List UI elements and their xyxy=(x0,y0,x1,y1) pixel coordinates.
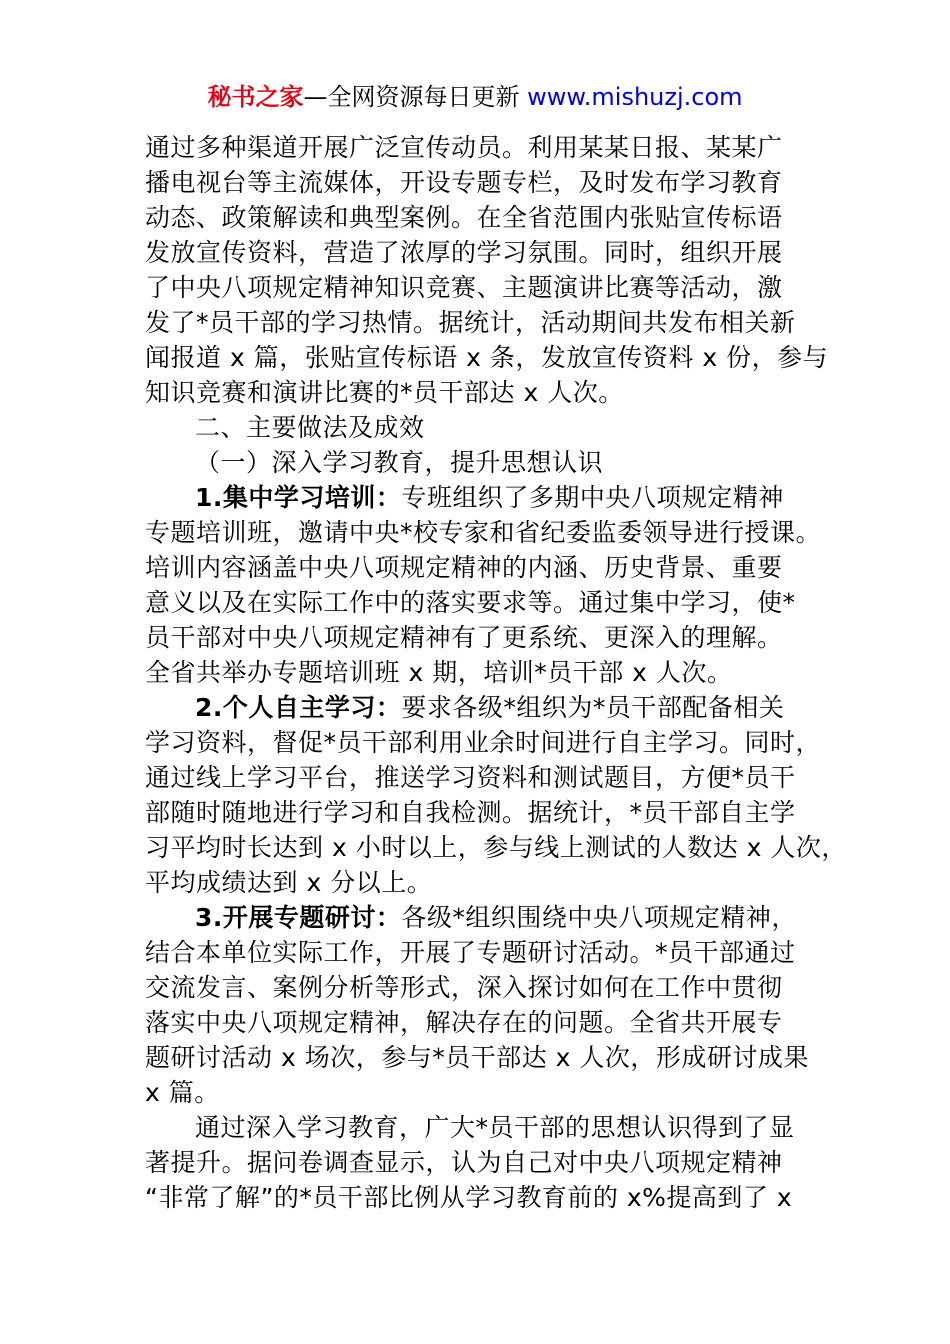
line-text: x 篇。 xyxy=(145,1078,220,1107)
line-text: 闻报道 x 篇，张贴宣传标语 x 条，发放宣传资料 x 份，参与 xyxy=(145,343,829,372)
line-text: 员干部对中央八项规定精神有了更系统、更深入的理解。 xyxy=(145,623,783,652)
document-line xyxy=(145,1040,835,1075)
document-line xyxy=(145,725,835,760)
document-line xyxy=(145,1180,835,1215)
document-body xyxy=(145,130,847,1215)
line-text: 意义以及在实际工作中的落实要求等。通过集中学习，使* xyxy=(145,588,796,617)
document-line xyxy=(145,550,835,585)
line-text: 通过线上学习平台，推送学习资料和测试题目，方便*员干 xyxy=(145,763,796,792)
site-url-link[interactable]: www.mishuzj.com xyxy=(527,83,743,111)
section-lead: 1.集中学习培训： xyxy=(195,483,402,512)
line-text: 习平均时长达到 x 小时以上，参与线上测试的人数达 x 人次， xyxy=(145,833,847,862)
document-line xyxy=(145,1005,835,1040)
line-text: 学习资料，督促*员干部利用业余时间进行自主学习。同时， xyxy=(145,728,822,757)
document-line xyxy=(145,620,835,655)
document-line xyxy=(145,1145,835,1180)
line-text: （一）深入学习教育，提升思想认识 xyxy=(195,448,604,477)
document-line xyxy=(145,760,835,795)
document-line xyxy=(145,235,835,270)
document-line xyxy=(145,585,835,620)
document-line xyxy=(145,830,847,865)
line-text: 发了*员干部的学习热情。据统计，活动期间共发布相关新 xyxy=(145,308,796,337)
section-lead: 2.个人自主学习： xyxy=(195,693,402,722)
document-line xyxy=(145,375,835,410)
site-header xyxy=(0,80,950,114)
document-line xyxy=(145,900,835,935)
line-text: 平均成绩达到 x 分以上。 xyxy=(145,868,433,897)
line-text: 动态、政策解读和典型案例。在全省范围内张贴宣传标语 xyxy=(145,203,783,232)
document-line xyxy=(145,445,835,480)
line-text: 著提升。据问卷调查显示，认为自己对中央八项规定精神 xyxy=(145,1148,783,1177)
line-text: 播电视台等主流媒体，开设专题专栏，及时发布学习教育 xyxy=(145,168,783,197)
line-text: 二、主要做法及成效 xyxy=(195,413,425,442)
site-tagline: —全网资源每日更新 xyxy=(303,83,528,111)
line-text: 培训内容涵盖中央八项规定精神的内涵、历史背景、重要 xyxy=(145,553,783,582)
document-line xyxy=(145,1075,835,1110)
line-text: 结合本单位实际工作，开展了专题研讨活动。*员干部通过 xyxy=(145,938,796,967)
document-line xyxy=(145,865,835,900)
line-text: “非常了解”的*员干部比例从学习教育前的 x%提高到了 x xyxy=(145,1183,793,1212)
line-text: 落实中央八项规定精神，解决存在的问题。全省共开展专 xyxy=(145,1008,783,1037)
line-text: 通过多种渠道开展广泛宣传动员。利用某某日报、某某广 xyxy=(145,133,783,162)
line-text: 发放宣传资料，营造了浓厚的学习氛围。同时，组织开展 xyxy=(145,238,783,267)
line-text: 部随时随地进行学习和自我检测。据统计，*员干部自主学 xyxy=(145,798,796,827)
document-line xyxy=(145,340,835,375)
document-line xyxy=(145,410,835,445)
line-text: 了中央八项规定精神知识竞赛、主题演讲比赛等活动，激 xyxy=(145,273,783,302)
document-line xyxy=(145,515,835,550)
document-line xyxy=(145,130,835,165)
line-text: 要求各级*组织为*员干部配备相关 xyxy=(401,693,785,722)
line-text: 题研讨活动 x 场次，参与*员干部达 x 人次，形成研讨成果 xyxy=(145,1043,809,1072)
document-line xyxy=(145,480,835,515)
line-text: 各级*组织围绕中央八项规定精神， xyxy=(401,903,797,932)
document-line xyxy=(145,935,835,970)
line-text: 专班组织了多期中央八项规定精神 xyxy=(401,483,784,512)
document-line xyxy=(145,305,835,340)
line-text: 全省共举办专题培训班 x 期，培训*员干部 x 人次。 xyxy=(145,658,733,687)
line-text: 通过深入学习教育，广大*员干部的思想认识得到了显 xyxy=(195,1113,795,1142)
line-text: 知识竞赛和演讲比赛的*员干部达 x 人次。 xyxy=(145,378,624,407)
document-line xyxy=(145,690,835,725)
site-brand: 秘书之家 xyxy=(207,83,304,111)
line-text: 交流发言、案例分析等形式，深入探讨如何在工作中贯彻 xyxy=(145,973,783,1002)
document-line xyxy=(145,655,835,690)
document-line xyxy=(145,970,835,1005)
document-line xyxy=(145,795,835,830)
document-line xyxy=(145,165,835,200)
section-lead: 3.开展专题研讨： xyxy=(195,903,402,932)
document-line xyxy=(145,200,835,235)
document-line xyxy=(145,1110,835,1145)
document-line xyxy=(145,270,835,305)
line-text: 专题培训班，邀请中央*校专家和省纪委监委领导进行授课。 xyxy=(145,518,822,547)
